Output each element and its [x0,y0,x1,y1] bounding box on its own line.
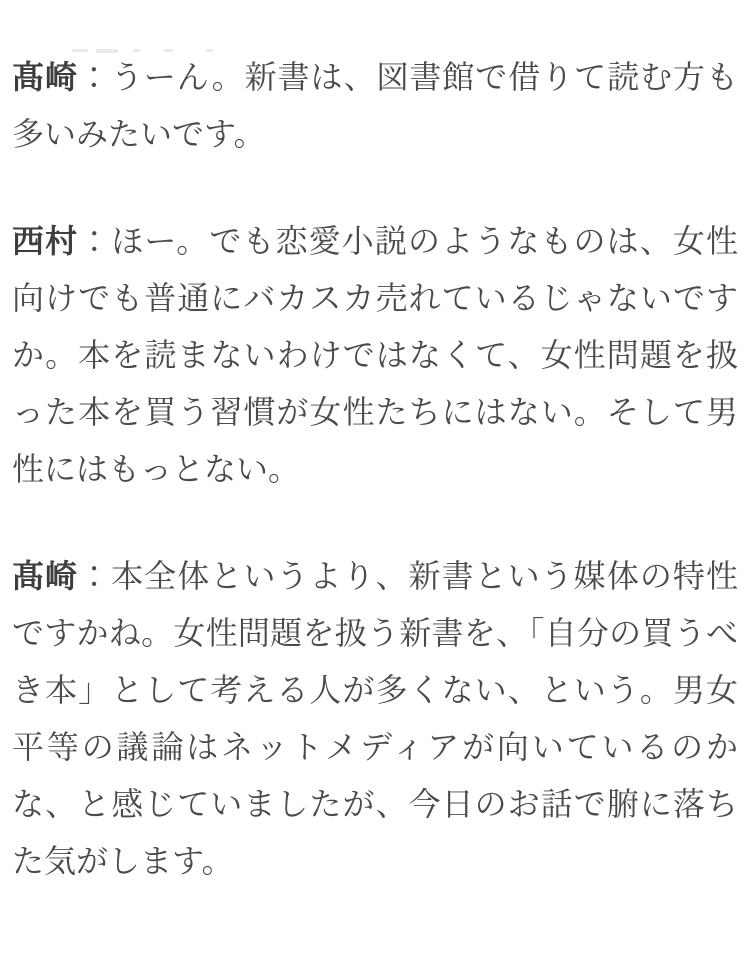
dialogue-paragraph [12,548,738,890]
article-body [0,49,750,977]
speaker-name: 髙崎 [12,558,79,594]
dialogue-paragraph [12,213,738,498]
speaker-name: 西村 [12,223,79,259]
cutoff-text-remnant [0,49,750,54]
speech-text: 本全体というより、新書という媒体の特性ですかね。女性問題を扱う新書を、「自分の買うべき本」として考える人が多くない、という。男女平等の議論はネットメディアが向いているのかな、と感じていましたが、今日のお話で腑に落ちた気がします。 [12,558,738,879]
speech-text: うーん。新書は、図書館で借りて読む方も多いみたいです。 [12,59,738,152]
speech-text: ほー。でも恋愛小説のようなものは、女性向けでも普通にバカスカ売れているじゃないですか。本を読まないわけではなくて、女性問題を扱った本を買う習慣が女性たちにはない。そして男性にはもっとない。 [12,223,738,487]
speaker-separator: ： [78,223,112,259]
dialogue-paragraph [12,49,738,163]
speaker-separator: ： [78,558,112,594]
speaker-separator: ： [77,59,111,95]
speaker-name: 髙崎 [12,59,78,95]
